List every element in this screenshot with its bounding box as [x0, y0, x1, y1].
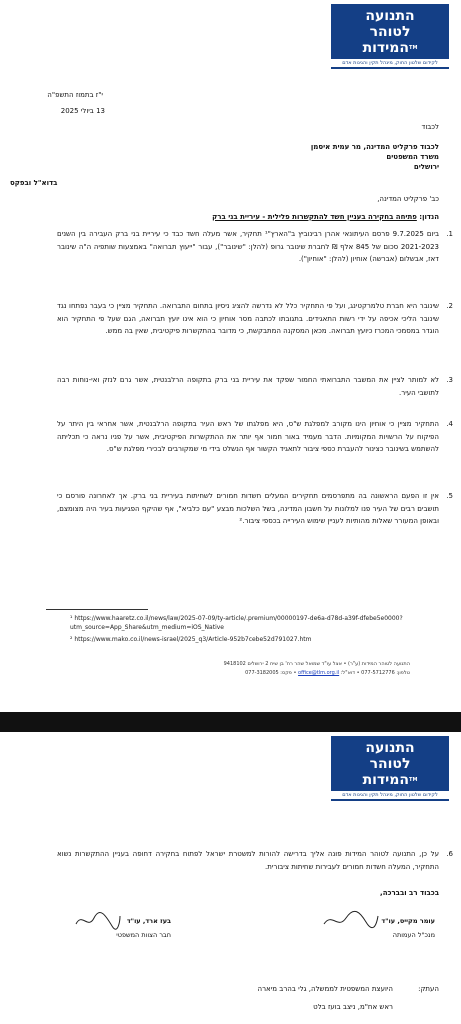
subject-label: הנדון: [419, 213, 439, 221]
logo-tagline: לקידום שלטון החוק, מינהל תקין והגינות אדם [331, 59, 449, 67]
greeting: כב' פרקליט המדינה, [377, 195, 439, 203]
footer-email-link[interactable]: office@tlm.org.il [298, 670, 340, 676]
organization-logo [331, 4, 449, 69]
subject-text: פתיחה בחקירה בעניין חשד להתקשרות פלילית - עיריית בני ברק [212, 213, 417, 221]
footnote-divider [46, 609, 148, 610]
page-separator [0, 712, 461, 732]
organization-logo-page-2 [331, 736, 449, 801]
cc-line-1: היועצת המשפטית לממשלה, גלי בהרב מיארה [257, 985, 393, 993]
addressee-city: ירושלים [413, 163, 439, 171]
logo-tagline: לקידום שלטון החוק, מינהל תקין והגינות אדם [331, 791, 449, 799]
logo-line-1: התנועה [365, 740, 415, 756]
paragraph-6: 6. על כן, התנועה לטוהר המידות פונה אליך בדרישה להורות למשטרת ישראל לפתוח בחקירה דחופה בעניין ההתקשרות נשוא התחקיר, המעלה חשדות חמורים לעבירות שחיתות ציבורית. [57, 850, 453, 871]
cc-label: העתק: [418, 985, 439, 993]
cc-line-2: ראש אח"מ, ניצב בועז בלט [313, 1003, 393, 1011]
footnote-2[interactable]: ² https://www.mako.co.il/news-israel/2025_q3/Article-952b7cebe52d791027.htm [70, 636, 312, 643]
paragraph-4: 4. התחקיר מציין כי אוחיון הינו מקורב למפלגת ש"ס, היא מפלגתו של ראש העיר בתקופה הרלבנטית, אשר אחראי בין היתר על הפיקוח על הרשויות המקומיות. הדבר מעמיד באור חמור אף יותר את ההתקשרות הפיקטיבית, אשר על פניו נראה כי תכליתה להשתמש בשינובר כצינור להעברת כספי ציבור לתאגיד הקשור אף הנשלט בידי מי שמקורבים לבכירי מפלגת ש"ס. [57, 420, 453, 453]
footer-contact: טלפון: 077-5712776 • דוא"ל: office@tlm.org.il • פקס: 077-3182005 [245, 670, 410, 676]
paragraph-5: 5. אין זו הפעם הראשונה בה מתפרסמים תחקירים המעלים חשדות חמורים לשחיתות בעיריית בני ברק. אך לאחרונה פורסם כי תושבים רבים של העיר פנו למלונות על חשבון המדינה, בשל השלכות מבצע "עם כלביא", אף שהיקף הפגיעות בעיר היה מצומצם, ובאופן המעורר שאלות מהותיות לעניין שימוש העירייה בכספי ציבור.² [57, 492, 453, 525]
footnote-1[interactable]: ¹ https://www.haaretz.co.il/news/law/2025-07-09/ty-article/.premium/00000197-de6a-d78d-a39f-dfebe5e0000?utm_source=App_Share&utm_medium=iOS_Native [70, 615, 403, 631]
footer-address: התנועה לטוהר המידות (ע"ר) • אצל עו"ד שמואל שהר רח' בן שיח 2 ירושלים 9418102 [223, 661, 410, 667]
paragraph-2: 2. שינובר היא חברת טלמרקטינג, ועל פי התחקיר כלל לא נדרשה להציג ניסיון בתחום התברואה. התחקיר מציין כי בעבר נפתחו נגד שינובר הליכי אכיפה על ידי רשות התאגידים. בתגובתו לכתבה מסר אוחיון כי הוא אינו יועץ תברואה, הגם שעל פי התחקיר הוא הוגדר במסמכי המכרז כיועץ תברואה. מכאן המסקנה המתבקשת, כי מדובר בהתקשרות פיקטיבית, שאין בה ממש. [57, 302, 453, 335]
signer-2-title: חבר הצוות המשפטי [116, 931, 171, 939]
signer-1-title: מנכ"ל העמותה [392, 931, 435, 939]
gregorian-date: 13 ביולי 2025 [60, 107, 105, 115]
hebrew-date: י"ז בתמוז התשפ"ה [47, 91, 103, 99]
addressee-office: משרד המשפטים [386, 153, 439, 161]
subject-line [19, 212, 439, 222]
paragraph-3: 3. לא למותר לציין את המשבר התברואתי החמור שפקד את עיריית בני ברק בתקופה הרלבנטית, אשר גרם לנזק ואי-נוחות רבה לתושבי העיר. [57, 376, 453, 397]
signer-2-name: בעז ארד, עו"ד [126, 917, 171, 925]
logo-line-1: התנועה [365, 8, 415, 24]
paragraph-1: 1. ביום 9.7.2025 פרסם העיתונאי אהרן רבינוביץ ב"הארץ"¹ תחקיר, אשר מעלה חשד כבד כי עיריית בני ברק העבירה בין השנים 2021-2023 סכום של 845 אלף ₪ לחברת שינובר גרופ (להלן: "שינובר"), עבור "ייעוץ תברואה" באמצעות שותפיה ה"ה שינובר דאז, אבשלום (אברשה) אוחיון (להלן: "אוחיון"). [57, 230, 453, 263]
logo-line-2: לטוהר [369, 756, 411, 772]
letter-page-2 [0, 732, 461, 1024]
logo-line-3: המידות™ [362, 772, 418, 788]
delivery-method: בדוא"ל ובפקס [10, 179, 58, 187]
logo-line-3: המידות™ [362, 40, 418, 56]
logo-line-2: לטוהר [369, 24, 411, 40]
addressee-name: לכבוד פרקליט המדינה, מר עמית איסמן [310, 143, 439, 151]
salutation: לכבוד [421, 123, 439, 131]
signer-1-name: עומר מקייס, עו"ד [381, 917, 435, 925]
closing: בכבוד רב ובברכה, [380, 889, 439, 897]
